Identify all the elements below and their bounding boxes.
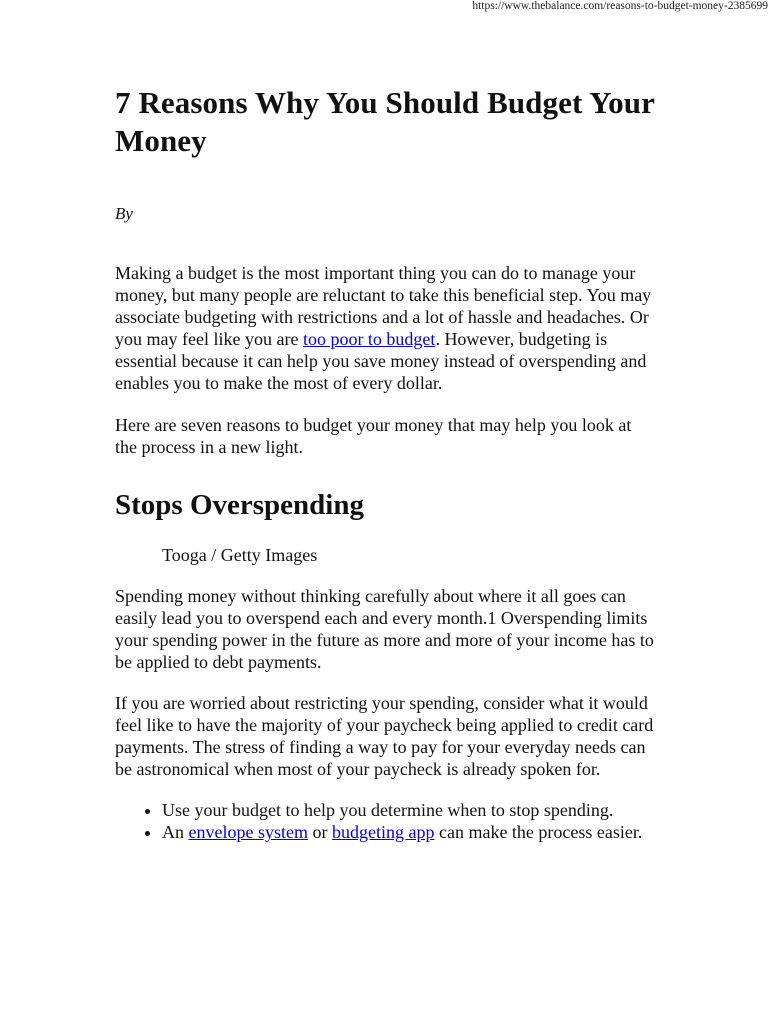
intro-text-1: Making a budget is the most important thing you can do to manage your money, but many people are reluctant to take this beneficial step. You may associate budgeting with restrictions and a lot of hassle and headaches. Or you may feel like you are — [115, 263, 652, 349]
tips-list — [115, 799, 655, 843]
image-caption: Tooga / Getty Images — [162, 545, 318, 565]
section-heading-stops-overspending: Stops Overspending — [115, 489, 364, 521]
byline: By — [115, 204, 133, 223]
list-item — [162, 821, 655, 843]
article-title: 7 Reasons Why You Should Budget Your Money — [115, 85, 655, 158]
too-poor-to-budget-link[interactable]: too poor to budget — [302, 329, 436, 349]
list-text: or — [307, 822, 332, 842]
budgeting-app-link[interactable]: budgeting app — [331, 822, 435, 842]
intro-paragraph — [115, 262, 655, 394]
list-text: An — [162, 822, 189, 842]
article — [115, 84, 655, 843]
page-url: https://www.thebalance.com/reasons-to-budget-money-2385699 — [472, 0, 768, 12]
envelope-system-link[interactable]: envelope system — [188, 822, 308, 842]
intro-text-2: . However, budgeting is essential because it can help you save money instead of overspending and enables you to make the most of every dollar. — [115, 329, 647, 393]
list-item: • Use your budget to help you determine when to stop spending. — [162, 799, 655, 821]
section-paragraph-1: Spending money without thinking carefully about where it all goes can easily lead you to overspend each and every month.1 Overspending limits your spending power in the future as more and more of your income has to be applied to debt payments. — [115, 586, 654, 672]
section-paragraph-2: If you are worried about restricting your spending, consider what it would feel like to have the majority of your paycheck being applied to credit card payments. The stress of finding a way to pay for your everyday needs can be astronomical when most of your paycheck is already spoken for. — [115, 693, 654, 779]
list-text: can make the process easier. — [434, 822, 643, 842]
intro-paragraph-2: Here are seven reasons to budget your money that may help you look at the process in a new light. — [115, 415, 632, 457]
